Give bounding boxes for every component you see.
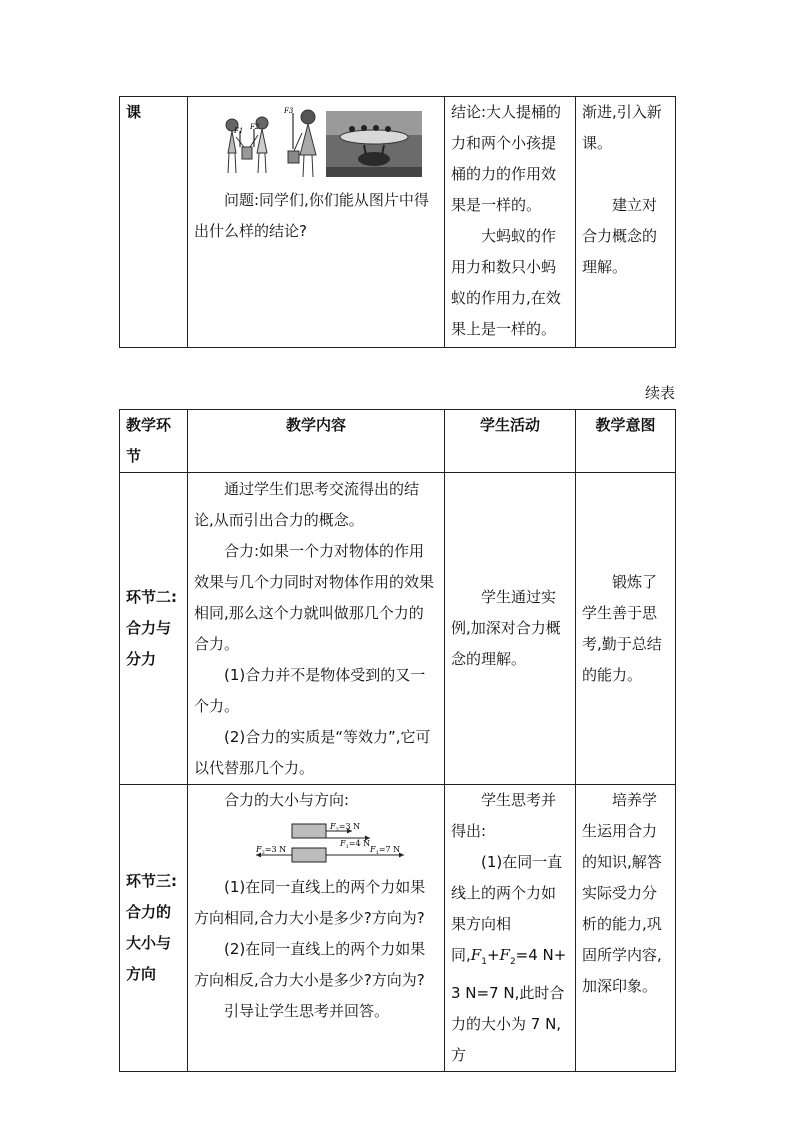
lesson-table-part2 [119, 409, 676, 1072]
adult-carrying-bucket-drawing [288, 110, 316, 177]
activity-cell [445, 97, 576, 348]
activity-answer-1: (1)在同一直线上的两个力如果方向相 [451, 853, 563, 933]
stage-cell [120, 97, 188, 348]
stage-label: 课 [126, 103, 142, 121]
stage-2-intent-cell [576, 473, 676, 785]
table-row-stage-3 [120, 785, 676, 1072]
force-direction-diagram [254, 820, 424, 868]
content-paragraph: 通过学生们思考交流得出的结论,从而引出合力的概念。 [194, 480, 420, 529]
lesson-table-part1 [119, 96, 676, 348]
stage-2-activity-cell [445, 473, 576, 785]
force-label-f1: F1 [234, 127, 244, 135]
activity-conclusion-1: 结论:大人提桶的力和两个小孩提桶的力的作用效果是一样的。 [451, 103, 562, 214]
intent-cell [576, 97, 676, 348]
table-header-row [120, 410, 676, 473]
stage-3-activity-cell [445, 785, 576, 1072]
stage-3-intent-text: 培养学生运用合力的知识,解答实际受力分析的能力,巩固所学内容,加深印象。 [582, 791, 662, 995]
header-intent: 教学意图 [576, 410, 676, 473]
stage-2-intent-text: 锻炼了学生善于思考,勤于总结的能力。 [582, 572, 662, 684]
activity-answer-2: 同$,F_1+F_2=4$ N+3 N=7 N,此时合力的大小为 7 N,方 [451, 946, 567, 1064]
content-title: 合力的大小与方向: [224, 791, 350, 809]
content-cell [188, 97, 445, 348]
stage-2-content-cell [188, 473, 445, 785]
content-paragraph: 合力:如果一个力对物体的作用效果与几个力同时对物体作用的效果相同,那么这个力就叫做那几个力的合力。 [194, 542, 435, 653]
block-bottom [292, 848, 326, 862]
table-row-stage-2 [120, 473, 676, 785]
bucket-and-ants-illustration [214, 103, 424, 181]
header-activity: 学生活动 [445, 410, 576, 473]
activity-conclusion-2: 大蚂蚁的作用力和数只小蚂蚁的作用力,在效果上是一样的。 [451, 227, 561, 338]
label-right-f1: $F_1=7$ N [370, 845, 401, 856]
stage-2-activity-text: 学生通过实例,加深对合力概念的理解。 [451, 588, 561, 668]
block-top [292, 824, 326, 838]
intent-text-2: 建立对合力概念的理解。 [582, 196, 658, 276]
ants-lifting-log-photo [326, 111, 422, 177]
label-mid-f1: $F_1=4$ N [340, 839, 371, 850]
stage-2-cell [120, 473, 188, 785]
activity-intro: 学生思考并得出: [451, 791, 557, 840]
stage-3-content-cell [188, 785, 445, 1072]
intent-text-1: 渐进,引入新课。 [582, 103, 662, 152]
question-text: 问题:同学们,你们能从图片中得出什么样的结论? [194, 191, 429, 240]
content-paragraph: 引导让学生思考并回答。 [224, 1002, 390, 1020]
label-top-f2: $F_2=3$ N [330, 822, 361, 833]
stage-3-intent-cell [576, 785, 676, 1072]
kids-carrying-bucket-drawing [226, 117, 268, 173]
stage-2-label: 环节二:合力与分力 [126, 588, 177, 668]
header-stage: 教学环节 [120, 410, 188, 473]
force-label-f3: F3 [284, 107, 294, 115]
content-paragraph: (1)合力并不是物体受到的又一个力。 [194, 666, 426, 715]
continued-table-label: 续表 [644, 384, 675, 402]
content-paragraph: (1)在同一直线上的两个力如果方向相同,合力大小是多少?方向为? [194, 878, 426, 927]
content-paragraph: (2)在同一直线上的两个力如果方向相反,合力大小是多少?方向为? [194, 940, 426, 989]
content-paragraph: (2)合力的实质是“等效力”,它可以代替那几个力。 [194, 728, 431, 777]
label-left-f2: $F_2=3$ N [256, 845, 287, 856]
force-label-f2: F2 [250, 123, 260, 131]
stage-3-cell [120, 785, 188, 1072]
stage-3-label: 环节三:合力的大小与方向 [126, 872, 177, 983]
header-content: 教学内容 [188, 410, 445, 473]
